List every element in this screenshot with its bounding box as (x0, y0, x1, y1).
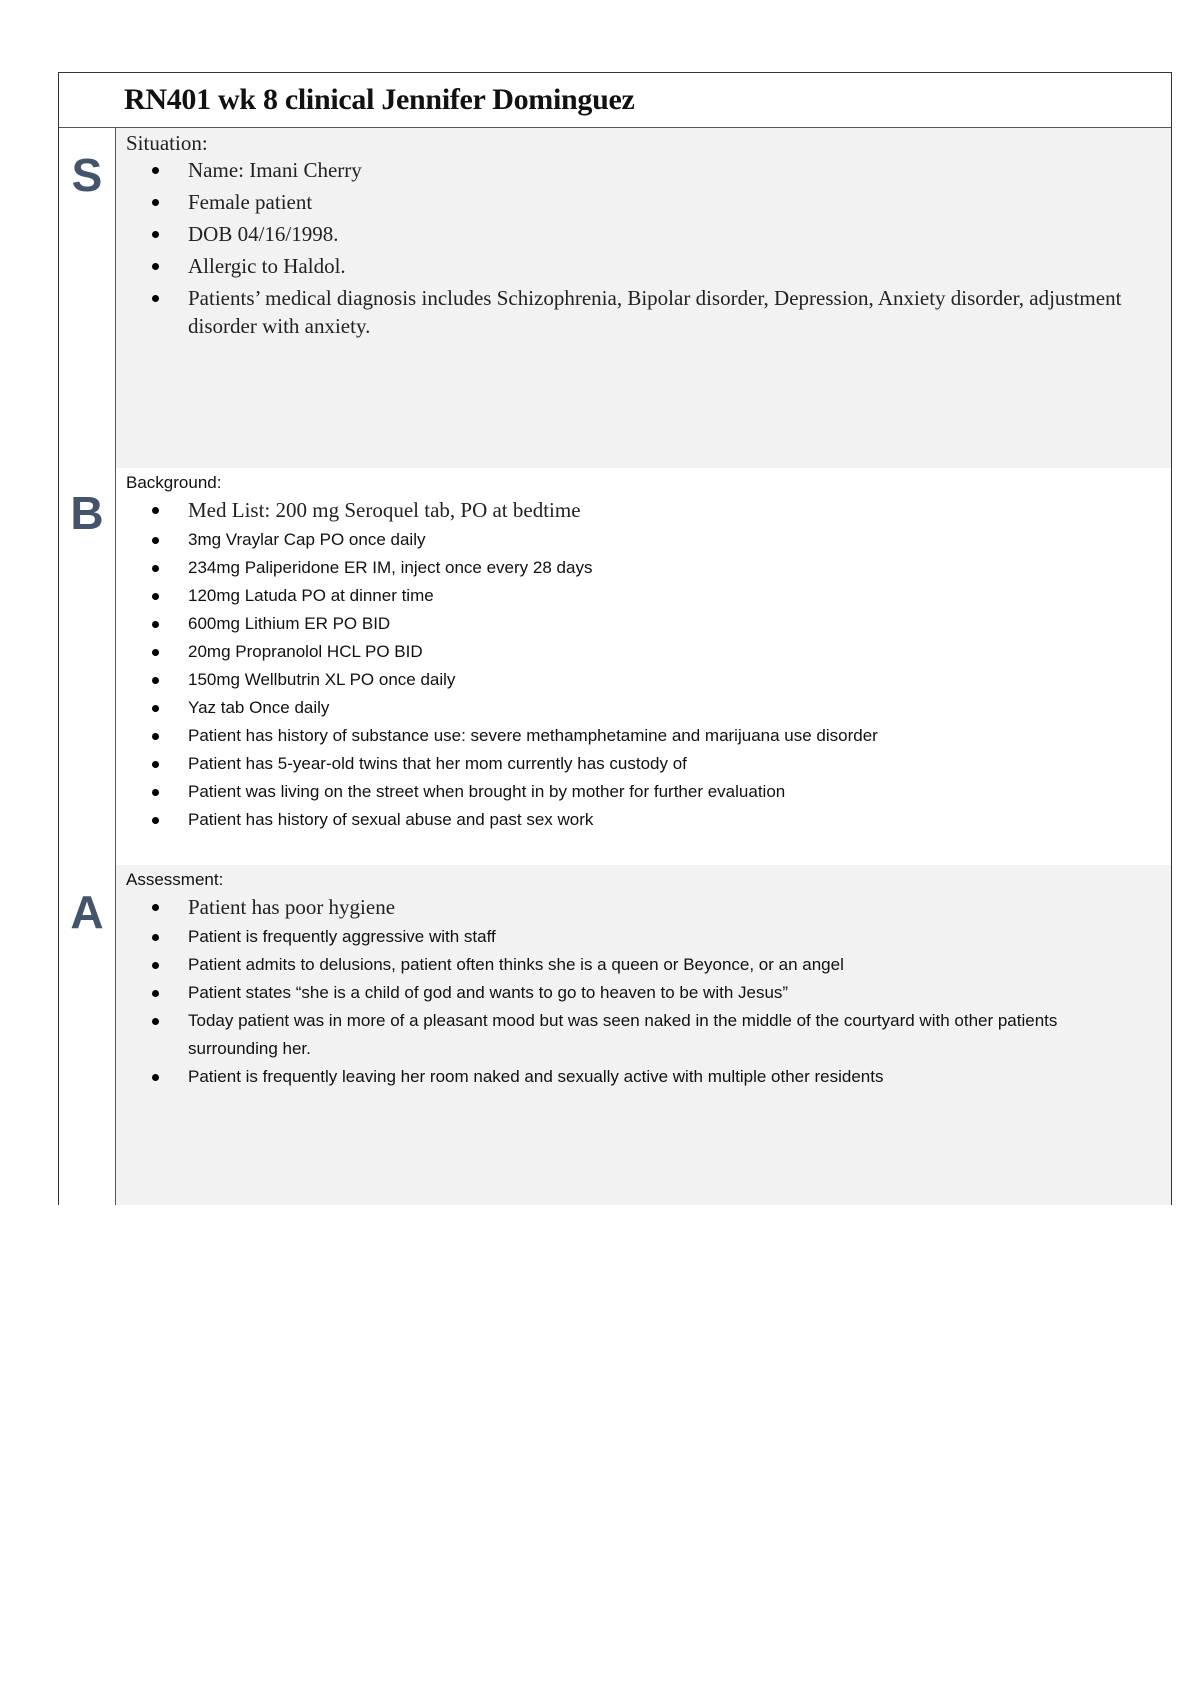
assessment-list (126, 891, 1151, 1091)
list-item: 600mg Lithium ER PO BID (188, 610, 1151, 638)
list-item: Patient states “she is a child of god and wants to go to heaven to be with Jesus” (188, 979, 1151, 1007)
list-item: Patient has poor hygiene (188, 891, 1151, 923)
document-title: RN401 wk 8 clinical Jennifer Dominguez (124, 83, 635, 116)
assessment-letter-cell (59, 865, 116, 1205)
background-list (126, 494, 1151, 834)
list-item: Patient has 5-year-old twins that her mom currently has custody of (188, 750, 1151, 778)
situation-content (116, 128, 1171, 468)
list-item: 150mg Wellbutrin XL PO once daily (188, 666, 1151, 694)
list-item: Patient was living on the street when brought in by mother for further evaluation (188, 778, 1151, 806)
background-section (59, 468, 1171, 865)
list-item: Patient has history of substance use: severe methamphetamine and marijuana use disorder (188, 722, 1151, 750)
situation-letter-cell (59, 128, 116, 468)
title-spacer-cell (59, 73, 116, 127)
situation-list (126, 156, 1151, 340)
background-letter: B (70, 487, 104, 539)
list-item: DOB 04/16/1998. (188, 220, 1151, 249)
list-item: 20mg Propranolol HCL PO BID (188, 638, 1151, 666)
list-item: Yaz tab Once daily (188, 694, 1151, 722)
situation-heading: Situation: (126, 131, 208, 155)
assessment-heading: Assessment: (126, 870, 224, 889)
list-item: Patient is frequently leaving her room naked and sexually active with multiple other residents (188, 1063, 1151, 1091)
background-content (116, 468, 1171, 865)
assessment-section (59, 865, 1171, 1205)
title-row (59, 73, 1171, 128)
assessment-content (116, 865, 1171, 1205)
list-item: 3mg Vraylar Cap PO once daily (188, 526, 1151, 554)
list-item: Today patient was in more of a pleasant mood but was seen naked in the middle of the courtyard with other patients surrounding her. (188, 1007, 1151, 1063)
list-item: Allergic to Haldol. (188, 252, 1151, 281)
list-item: Name: Imani Cherry (188, 156, 1151, 185)
list-item: Patients’ medical diagnosis includes Schizophrenia, Bipolar disorder, Depression, Anxiety disorder, adjustment disorder with anxiety. (188, 284, 1151, 340)
list-item: 120mg Latuda PO at dinner time (188, 582, 1151, 610)
background-heading: Background: (126, 473, 222, 492)
situation-section (59, 128, 1171, 468)
list-item: Patient has history of sexual abuse and past sex work (188, 806, 1151, 834)
list-item: Patient is frequently aggressive with staff (188, 923, 1151, 951)
sbar-table (58, 72, 1172, 1205)
list-item: 234mg Paliperidone ER IM, inject once every 28 days (188, 554, 1151, 582)
assessment-letter: A (70, 886, 104, 938)
background-letter-cell (59, 468, 116, 865)
title-cell (116, 73, 1171, 127)
situation-letter: S (71, 149, 103, 201)
list-item: Patient admits to delusions, patient often thinks she is a queen or Beyonce, or an angel (188, 951, 1151, 979)
list-item: Med List: 200 mg Seroquel tab, PO at bedtime (188, 494, 1151, 526)
list-item: Female patient (188, 188, 1151, 217)
